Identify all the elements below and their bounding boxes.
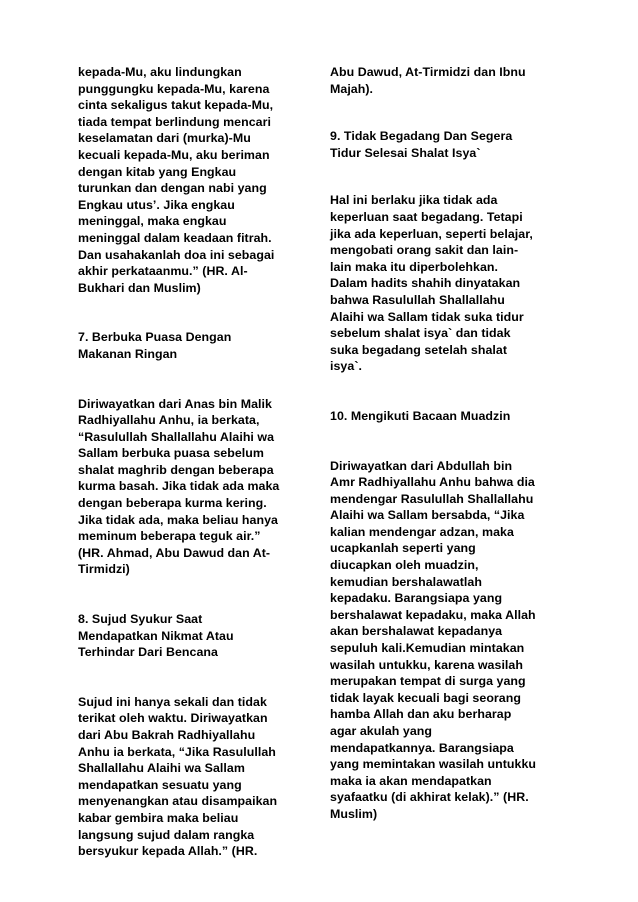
text-line: Diriwayatkan dari Abdullah bin (330, 458, 513, 473)
spacer (330, 97, 552, 128)
text-line: hamba Allah dan aku berharap (330, 707, 512, 722)
right-column (330, 64, 552, 823)
text-line: Radhiyallahu Anhu, ia berkata, (78, 413, 260, 428)
text-line: jika ada keperluan, seperti belajar, (330, 226, 533, 241)
section-heading-10 (330, 408, 552, 425)
heading-line: 10. Mengikuti Bacaan Muadzin (330, 408, 511, 423)
text-line: diucapkan oleh muadzin, (330, 558, 479, 573)
text-line: mendengar Rasulullah Shallallahu (330, 491, 534, 506)
continued-paragraph (330, 64, 552, 97)
text-line: Shallallahu Alaihi wa Sallam (78, 761, 245, 776)
spacer (330, 425, 552, 458)
section-paragraph-10 (330, 458, 552, 823)
text-line: sepuluh kali.Kemudian mintakan (330, 641, 525, 656)
text-line: turunkan dan dengan nabi yang (78, 181, 267, 196)
text-line: langsung sujud dalam rangka (78, 827, 255, 842)
text-line: ucapkanlah seperti yang (330, 541, 476, 556)
text-line: dengan beberapa kurma kering. (78, 496, 267, 511)
text-line: Abu Dawud, At-Tirmidzi dan Ibnu (330, 65, 526, 79)
text-line: kecuali kepada-Mu, aku beriman (78, 147, 270, 162)
spacer (78, 578, 300, 611)
text-line: yang memintakan wasilah untukku (330, 757, 537, 772)
text-line: Sujud ini hanya sekali dan tidak (78, 694, 267, 709)
text-line: wasilah untukku, karena wasilah (330, 657, 523, 672)
text-line: bersyukur kepada Allah.” (HR. (78, 844, 258, 859)
text-line: Tirmidzi) (78, 562, 130, 577)
text-line: kepada-Mu, aku lindungkan (78, 65, 242, 79)
text-line: mendapatkannya. Barangsiapa (330, 740, 514, 755)
heading-line: Terhindar Dari Bencana (78, 645, 218, 660)
text-line: meninggal dalam keadaan fitrah. (78, 230, 272, 245)
text-line: sebelum shalat isya` dan tidak (330, 326, 511, 341)
text-line: merupakan tempat di surga yang (330, 674, 526, 689)
text-line: Amr Radhiyallahu Anhu bahwa dia (330, 475, 535, 490)
text-line: Dan usahakanlah doa ini sebagai (78, 247, 275, 262)
heading-line: Tidur Selesai Shalat Isya` (330, 145, 481, 160)
text-line: Alaihi wa Sallam tidak suka tidur (330, 309, 524, 324)
text-line: Sallam berbuka puasa sebelum (78, 446, 264, 461)
text-line: mengobati orang sakit dan lain- (330, 243, 519, 258)
text-line: tidak layak kecuali bagi seorang (330, 690, 521, 705)
text-line: Muslim) (330, 806, 378, 821)
left-column (78, 64, 300, 860)
text-line: cinta sekaligus takut kepada-Mu, (78, 98, 274, 113)
text-line: menyenangkan atau disampaikan (78, 794, 278, 809)
text-line: keperluan saat begadang. Tetapi (330, 209, 523, 224)
text-line: lain maka itu diperbolehkan. (330, 259, 499, 274)
text-line: maka ia akan mendapatkan (330, 773, 492, 788)
text-line: bahwa Rasulullah Shallallahu (330, 292, 505, 307)
text-line: shalat maghrib dengan beberapa (78, 462, 274, 477)
text-line: Majah). (330, 81, 374, 96)
text-line: meminum beberapa teguk air.” (78, 529, 261, 544)
text-line: Hal ini berlaku jika tidak ada (330, 193, 498, 208)
text-line: syafaatku (di akhirat kelak).” (HR. (330, 790, 529, 805)
text-line: Anhu ia berkata, “Jika Rasulullah (78, 744, 276, 759)
text-line: bershalawat kepadaku, maka Allah (330, 607, 536, 622)
text-line: Alaihi wa Sallam bersabda, “Jika (330, 508, 525, 523)
heading-line: 7. Berbuka Puasa Dengan (78, 330, 232, 345)
text-line: tiada tempat berlindung mencari (78, 114, 271, 129)
text-line: kepadaku. Barangsiapa yang (330, 591, 503, 606)
text-line: keselamatan dari (murka)-Mu (78, 131, 251, 146)
text-line: isya`. (330, 359, 362, 374)
text-line: Dalam hadits shahih dinyatakan (330, 276, 521, 291)
heading-line: 8. Sujud Syukur Saat (78, 612, 203, 627)
text-line: kalian mendengar adzan, maka (330, 524, 514, 539)
spacer (330, 161, 552, 192)
text-line: akan bershalawat kepadanya (330, 624, 503, 639)
text-line: kurma basah. Jika tidak ada maka (78, 479, 280, 494)
section-heading-9 (330, 128, 552, 161)
section-paragraph-7 (78, 396, 300, 579)
spacer (330, 375, 552, 408)
continued-paragraph (78, 64, 300, 296)
text-line: Engkau utus’. Jika engkau (78, 197, 235, 212)
text-line: Diriwayatkan dari Anas bin Malik (78, 396, 272, 411)
text-line: Jika tidak ada, maka beliau hanya (78, 512, 278, 527)
heading-line: Mendapatkan Nikmat Atau (78, 628, 234, 643)
spacer (78, 296, 300, 329)
text-line: meninggal, maka engkau (78, 214, 227, 229)
text-line: Bukhari dan Muslim) (78, 280, 201, 295)
text-line: suka begadang setelah shalat (330, 342, 507, 357)
heading-line: Makanan Ringan (78, 346, 178, 361)
spacer (78, 363, 300, 396)
text-line: kemudian bershalawatlah (330, 574, 482, 589)
text-line: agar akulah yang (330, 724, 433, 738)
text-line: dari Abu Bakrah Radhiyallahu (78, 728, 256, 742)
section-paragraph-9 (330, 192, 552, 375)
text-line: (HR. Ahmad, Abu Dawud dan At- (78, 545, 271, 560)
section-heading-7 (78, 329, 300, 362)
text-line: mendapatkan sesuatu yang (78, 777, 242, 792)
heading-line: 9. Tidak Begadang Dan Segera (330, 129, 513, 144)
text-line: punggungku kepada-Mu, karena (78, 81, 270, 96)
text-line: akhir perkataanmu.” (HR. Al- (78, 264, 248, 279)
section-paragraph-8 (78, 694, 300, 860)
text-line: dengan kitab yang Engkau (78, 164, 237, 179)
text-line: terikat oleh waktu. Diriwayatkan (78, 711, 268, 726)
text-line: kabar gembira maka beliau (78, 810, 239, 825)
section-heading-8 (78, 611, 300, 661)
spacer (78, 661, 300, 694)
text-line: “Rasulullah Shallallahu Alaihi wa (78, 429, 275, 444)
